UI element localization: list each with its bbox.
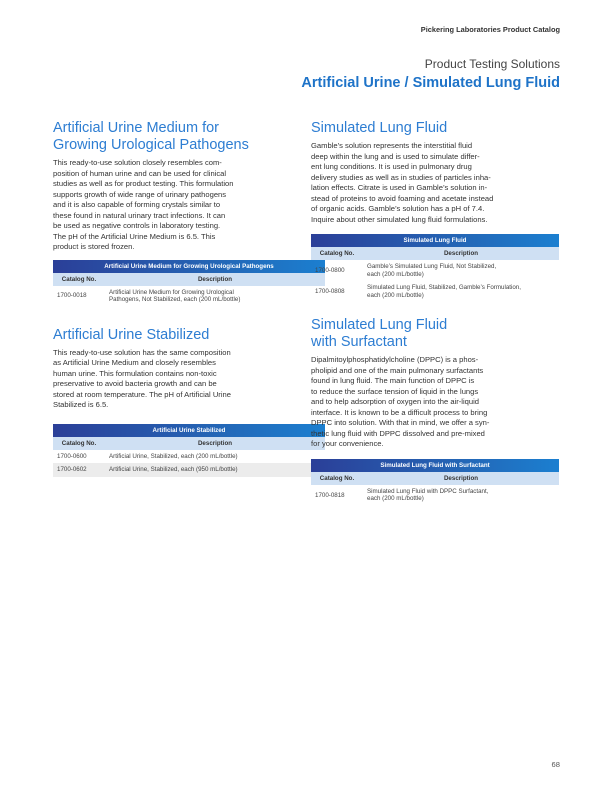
- product-description: [105, 286, 325, 307]
- company-name: Pickering Laboratories: [420, 25, 501, 34]
- catalog-number: 1700-0818: [315, 491, 345, 499]
- urine-stabilized-table: [53, 424, 325, 477]
- catalog-no-header: Catalog No.: [311, 472, 363, 485]
- body-line: be used as negative controls in laboratory testing.: [53, 221, 221, 230]
- catalog-number: 1700-0602: [53, 463, 105, 477]
- body-line: DPPC into solution. With that in mind, we offer a syn-: [311, 418, 490, 428]
- product-description: [363, 281, 559, 302]
- description-line: each (200 mL/bottle): [367, 495, 424, 503]
- body-line: This ready-to-use solution has the same composition: [53, 347, 231, 357]
- body-line: as Artificial Urine Medium and closely resembles: [53, 358, 216, 368]
- title-line: Artificial Urine Medium for: [53, 120, 219, 136]
- description-header: Description: [363, 472, 559, 485]
- body-line: to reduce the surface tension of liquid in the lungs: [311, 386, 479, 396]
- left-column: [53, 120, 325, 477]
- table-row: [311, 485, 559, 506]
- catalog-number: 1700-0018: [57, 292, 87, 300]
- description-header: Description: [105, 437, 325, 450]
- body-line: delivery studies as well as in studies of particles inha-: [311, 172, 491, 182]
- description-line: Gamble’s Simulated Lung Fluid, Not Stabilized,: [367, 263, 497, 270]
- urine-medium-body: [53, 158, 325, 253]
- body-line: these found in natural urinary tract infections. It can: [53, 210, 226, 220]
- right-column: [311, 120, 559, 506]
- body-line: This ready-to-use solution closely resembles com-: [53, 158, 222, 167]
- body-line: stead of proteins to avoid foaming and acetate instead: [311, 193, 494, 203]
- lung-surfactant-table: [311, 459, 559, 506]
- table-caption: Simulated Lung Fluid: [311, 234, 559, 247]
- description-line: each (200 mL/bottle): [367, 270, 424, 278]
- body-line: stored at room temperature. The pH of Artificial Urine: [53, 389, 231, 399]
- page-subtitle: Product Testing Solutions: [424, 57, 560, 71]
- description-header: Description: [105, 273, 325, 286]
- description-header: Description: [363, 247, 559, 260]
- description-line: Pathogens, Not Stabilized, each (200 mL/bottle): [109, 296, 241, 304]
- description-line: Artificial Urine Medium for Growing Urological: [109, 288, 234, 296]
- description-line: Simulated Lung Fluid with DPPC Surfactant,: [367, 487, 489, 495]
- table-row: [311, 260, 559, 281]
- body-line: Gamble’s solution represents the interstitial fluid: [311, 141, 473, 150]
- body-line: preservative to avoid bacteria growth and can be: [53, 379, 217, 389]
- body-line: Stabilized is 6.5.: [53, 400, 109, 410]
- body-line: position of human urine and can be used for clinical: [53, 168, 227, 178]
- lung-fluid-title: Simulated Lung Fluid: [311, 120, 448, 136]
- table-row: [53, 286, 325, 307]
- body-line: for your convenience.: [311, 439, 384, 449]
- body-line: and it is also capable of forming crystals similar to: [53, 200, 221, 209]
- description-line: each (200 mL/bottle): [367, 291, 424, 299]
- urine-medium-table: [53, 260, 325, 307]
- catalog-name: Product Catalog: [502, 25, 560, 34]
- body-line: human urine. This formulation contains non-toxic: [53, 368, 217, 378]
- urine-medium-title: [53, 120, 325, 154]
- product-description: [363, 485, 559, 506]
- body-line: and to help adsorption of oxygen into the air-liquid: [311, 397, 480, 407]
- urine-stabilized-body: [53, 348, 325, 411]
- product-description: Artificial Urine, Stabilized, each (200 mL/bottle): [109, 452, 238, 460]
- body-line: ent lung conditions. It is used in pulmonary drug: [311, 162, 472, 171]
- description-line: Simulated Lung Fluid, Stabilized, Gamble’s Formulation,: [367, 284, 521, 292]
- catalog-number: 1700-0808: [315, 287, 345, 295]
- lung-surfactant-title: [311, 317, 559, 351]
- body-line: pholipid and one of the main pulmonary surfactants: [311, 365, 484, 375]
- catalog-no-header: Catalog No.: [311, 247, 363, 260]
- body-line: Dipalmitoylphosphatidylcholine (DPPC) is a phos-: [311, 355, 479, 365]
- body-line: deep within the lung and is used to simulate differ-: [311, 151, 480, 161]
- body-line: studies as well as for product testing. This formulation: [53, 179, 234, 188]
- lung-fluid-table: [311, 234, 559, 302]
- body-line: of organic acids. Gamble’s solution has a pH of 7.4.: [311, 204, 485, 213]
- body-line: interface. It is known to be a difficult process to bring: [311, 407, 488, 417]
- title-line: Growing Urological Pathogens: [53, 137, 249, 153]
- table-caption: Simulated Lung Fluid with Surfactant: [311, 459, 559, 472]
- body-line: supports growth of wide range of urinary pathogens: [53, 189, 227, 199]
- body-line: Inquire about other simulated lung fluid formulations.: [311, 214, 488, 224]
- lung-fluid-body: [311, 141, 559, 225]
- table-row: [311, 281, 559, 302]
- catalog-no-header: Catalog No.: [53, 273, 105, 286]
- body-line: product is stored frozen.: [53, 242, 135, 251]
- catalog-header: [421, 25, 560, 34]
- page-title: Artificial Urine / Simulated Lung Fluid: [301, 75, 560, 91]
- table-row: [53, 450, 325, 464]
- table-caption: Artificial Urine Medium for Growing Urological Pathogens: [53, 260, 325, 273]
- product-description: [363, 260, 559, 281]
- table-row: [53, 463, 325, 477]
- lung-surfactant-body: [311, 355, 559, 450]
- product-description: Artificial Urine, Stabilized, each (950 mL/bottle): [105, 463, 325, 477]
- title-line: with Surfactant: [311, 334, 407, 351]
- page-number: 68: [551, 760, 560, 769]
- urine-stabilized-title: Artificial Urine Stabilized: [53, 326, 210, 343]
- body-line: thetic lung fluid with DPPC dissolved and pre-mixed: [311, 428, 485, 438]
- body-line: The pH of the Artificial Urine Medium is 6.5. This: [53, 231, 216, 241]
- title-line: Simulated Lung Fluid: [311, 317, 448, 334]
- table-caption: Artificial Urine Stabilized: [53, 424, 325, 437]
- body-line: lation effects. Citrate is used in Gamble’s solution in-: [311, 183, 488, 192]
- body-line: found in lung fluid. The main function of DPPC is: [311, 376, 475, 386]
- catalog-number: 1700-0800: [315, 266, 345, 274]
- catalog-number: 1700-0600: [57, 452, 87, 460]
- catalog-no-header: Catalog No.: [53, 437, 105, 450]
